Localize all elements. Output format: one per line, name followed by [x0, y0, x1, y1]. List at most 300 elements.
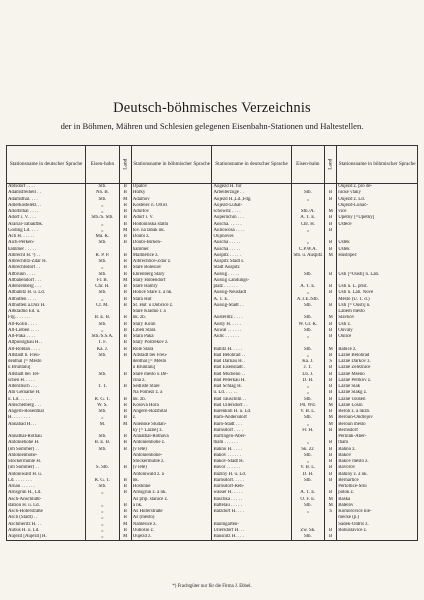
german-name-cell: Auspitz . . . . .: [212, 253, 291, 259]
czech-name-cell: Pertoltice-Srní: [337, 484, 418, 490]
czech-name-cell: Doubí-Birken-: [131, 240, 212, 246]
czech-name-cell: denthal [= Město: [131, 359, 212, 365]
land-cell: B: [325, 190, 337, 196]
czech-name-cell: Lázně Železnice: [337, 365, 418, 371]
land-cell: B: [119, 203, 131, 209]
railway-cell: Stb.: [86, 240, 119, 246]
footnote: *) Frachtgüter nur für die Firma J. Ebbel.: [172, 584, 252, 589]
czech-name-cell: Malměřice z.: [131, 253, 212, 259]
czech-name-cell: Beroun-Ondřejov: [337, 415, 418, 421]
czech-name-cell: Lázně Toušeň: [337, 397, 418, 403]
german-name-cell: Altpossigkau H. .: [7, 340, 86, 346]
railway-cell: „: [86, 503, 119, 509]
german-name-cell: Aussig Landungs-: [212, 278, 291, 284]
german-name-cell: Frg. . . . . . .: [7, 315, 86, 321]
czech-name-cell: u Bruntálu]: [131, 365, 212, 371]
railway-cell: Stb.: [86, 484, 119, 490]
land-cell: B: [119, 265, 131, 271]
railway-cell: T. F.: [86, 340, 119, 346]
land-cell: B: [119, 434, 131, 440]
czech-name-cell: Stará Huť: [131, 297, 212, 303]
railway-cell: Stb.: [291, 534, 324, 541]
czech-name-cell: Adorf i. V.: [131, 215, 212, 221]
land-cell: B: [119, 490, 131, 496]
land-cell: B: [119, 340, 131, 346]
railway-cell: „: [291, 334, 324, 340]
table-row: [7, 534, 418, 541]
german-name-cell: Aussig . . . . .: [212, 272, 291, 278]
header-czech-name: Stationsname in böhmischer Sprache: [337, 146, 418, 184]
czech-name-cell: nk. zb.: [131, 397, 212, 403]
railway-cell: „: [86, 228, 119, 234]
czech-name-cell: Hodonínská státní: [131, 222, 212, 228]
czech-name-cell: Komorovice nie-: [337, 509, 418, 515]
land-cell: B: [325, 478, 337, 484]
railway-cell: „: [86, 528, 119, 534]
land-cell: B: [325, 384, 337, 390]
land-cell: B: [325, 378, 337, 384]
land-cell: B: [119, 259, 131, 265]
czech-name-cell: Úštěce: [337, 222, 418, 228]
railway-cell: J. T.: [291, 365, 324, 371]
land-cell: B: [325, 215, 337, 221]
czech-name-cell: Bakov město z.: [337, 459, 418, 465]
czech-name-cell: nk. zb.: [131, 315, 212, 321]
czech-name-cell: Ústí z.: [337, 322, 418, 328]
land-cell: B: [119, 190, 131, 196]
header-land: Land: [119, 146, 131, 184]
land-cell: B: [325, 490, 337, 496]
railway-cell: A. T. E.: [291, 215, 324, 221]
czech-name-cell: vice: [337, 209, 418, 215]
german-name-cell: Aussig-Stadt . .: [212, 303, 291, 309]
german-name-cell: Asch (Stadt) . .: [7, 515, 86, 521]
land-cell: B: [325, 303, 337, 309]
railway-cell: Stb.: [291, 397, 324, 403]
czech-name-cell: Ústí [=Oustí] n. Lab.: [337, 272, 418, 278]
czech-name-cell: Antoniwald z. a: [131, 472, 212, 478]
railway-cell: „: [86, 203, 119, 209]
czech-name-cell: Hustopeč: [337, 253, 418, 259]
land-cell: B: [119, 503, 131, 509]
german-name-cell: (im Sommer) . .: [7, 447, 86, 453]
german-name-cell: schowitz . . . .: [212, 209, 291, 215]
railway-cell: B. E. B.: [86, 440, 119, 446]
railway-cell: „: [291, 353, 324, 359]
czech-name-cell: Bernsdorf: [337, 428, 418, 434]
czech-name-cell: Stará Paka: [131, 334, 212, 340]
czech-name-cell: Bahiny z. a nk.: [337, 472, 418, 478]
land-cell: B: [325, 322, 337, 328]
german-name-cell: Adamsthal. . . .: [7, 197, 86, 203]
land-cell: B: [325, 240, 337, 246]
german-name-cell: Altbrünn . . . .: [7, 272, 86, 278]
czech-name-cell: Lázně Petrkov z.: [337, 378, 418, 384]
german-name-cell: Aujezd-Luhat-: [212, 203, 291, 209]
czech-name-cell: Adolfov: [131, 209, 212, 215]
railway-cell: Chr. H.: [86, 284, 119, 290]
czech-name-cell: Aš přip. stanice z.: [131, 497, 212, 503]
railway-cell: R. G. T.: [86, 478, 119, 484]
land-cell: M: [325, 403, 337, 409]
czech-name-cell: Úštěk: [337, 247, 418, 253]
land-cell: B: [119, 222, 131, 228]
railway-cell: V. B. L.: [291, 409, 324, 415]
german-name-cell: Althütten a.Dux H.: [7, 303, 86, 309]
czech-name-cell: Úpetný [=Úpetný]: [337, 215, 418, 221]
land-cell: B: [119, 234, 131, 240]
land-cell: M: [325, 253, 337, 259]
railway-cell: „: [291, 440, 324, 446]
land-cell: B: [119, 315, 131, 321]
railway-cell: Stb.: [86, 322, 119, 328]
land-cell: [325, 184, 337, 191]
czech-name-cell: Bernartice: [337, 478, 418, 484]
railway-cell: Stb.: [291, 303, 324, 309]
german-name-cell: Bärn-Stadt . . .: [212, 422, 291, 428]
czech-name-cell: Lázně Darkov z.: [337, 359, 418, 365]
czech-name-cell: potok z.: [337, 490, 418, 496]
german-name-cell: u. Ld. . . . . .: [212, 390, 291, 396]
german-name-cell: Austy H. . . . .: [212, 322, 291, 328]
german-name-cell: Bad Mscheno . .: [212, 372, 291, 378]
czech-name-cell: Lázně Mšeno: [337, 372, 418, 378]
czech-name-cell: Bakov: [337, 453, 418, 459]
railway-cell: Čt. M.: [86, 303, 119, 309]
railway-cell: A. T. E.: [291, 490, 324, 496]
german-name-cell: Alt-Roblan . . . .: [7, 347, 86, 353]
land-cell: M: [119, 197, 131, 203]
german-name-cell: Bad Bělohrad . .: [212, 353, 291, 359]
german-name-cell: Auwal . . . . . .: [212, 328, 291, 334]
german-name-cell: Alt-Kolin . . . .: [7, 322, 86, 328]
german-name-cell: Arnau . . . . . .: [7, 484, 86, 490]
railway-cell: Stb.: [86, 272, 119, 278]
railway-cell: Stb.: [291, 478, 324, 484]
railway-cell: M.: [86, 422, 119, 428]
land-cell: B: [119, 465, 131, 471]
german-name-cell: Amschelberg . . .: [7, 403, 86, 409]
german-name-cell: Bärn-Andersdorf: [212, 415, 291, 421]
czech-name-cell: (v létě): [131, 465, 212, 471]
land-cell: B: [119, 384, 131, 390]
railway-cell: Stb.: [291, 347, 324, 353]
czech-name-cell: Úštěk: [337, 240, 418, 246]
header-railway: Eisen-bahn: [86, 146, 119, 184]
german-name-cell: Bad Schlag H.: [212, 384, 291, 390]
railway-cell: R. P. P.: [86, 253, 119, 259]
czech-name-cell: Oujezd-Luhač-: [337, 203, 418, 209]
czech-name-cell: nk.: [131, 478, 212, 484]
railway-cell: Stb.: [86, 290, 119, 296]
land-cell: B: [119, 253, 131, 259]
czech-name-cell: hammer: [131, 247, 212, 253]
railway-cell: Stb.: [86, 353, 119, 359]
czech-name-cell: Hůrky: [131, 190, 212, 196]
czech-name-cell: Lázně Šlak: [337, 384, 418, 390]
land-cell: B: [119, 484, 131, 490]
railway-cell: Stb.: [86, 447, 119, 453]
land-cell: B: [325, 353, 337, 359]
czech-name-cell: St. Huť u Dobčíce z.: [131, 303, 212, 309]
railway-cell: Stb.: [291, 415, 324, 421]
land-cell: M: [119, 522, 131, 528]
czech-name-cell: Ústí n. L. přist.: [337, 284, 418, 290]
german-name-cell: Aulic . . . . . .: [212, 334, 291, 340]
land-cell: B: [119, 334, 131, 340]
german-name-cell: Bahno H. . . . .: [212, 447, 291, 453]
czech-name-cell: Aš (město): [131, 515, 212, 521]
railway-cell: „: [86, 522, 119, 528]
land-cell: M: [325, 415, 337, 421]
czech-name-cell: nické vlaky: [337, 190, 418, 196]
german-name-cell: Altbabendorf . . .: [7, 278, 86, 284]
german-name-cell: H. . . . . . . .: [7, 415, 86, 421]
german-name-cell: Aujezd [Aujezd] H.: [7, 534, 86, 541]
railway-cell: Fr. B.: [86, 278, 119, 284]
railway-cell: „: [291, 509, 324, 515]
land-cell: B: [325, 409, 337, 415]
czech-name-cell: [337, 534, 418, 541]
german-name-cell: Bavor . . . . . .: [212, 465, 291, 471]
czech-name-cell: čína z.: [131, 378, 212, 384]
land-cell: B: [119, 347, 131, 353]
german-name-cell: Althütten . . . .: [7, 297, 86, 303]
german-name-cell: Ullersdorf H. . .: [212, 528, 291, 534]
czech-name-cell: Sádek-Oldřiš z.: [337, 522, 418, 528]
german-name-cell: Babitz H. . . . .: [212, 347, 291, 353]
land-cell: M: [325, 497, 337, 503]
german-name-cell: Bad Ullersdorf . .: [212, 403, 291, 409]
german-name-cell: Albrechtitz-Zdár H.: [7, 259, 86, 265]
czech-name-cell: Oubošio z.: [131, 528, 212, 534]
land-cell: B: [325, 247, 337, 253]
czech-name-cell: Annathal-Rothava: [131, 434, 212, 440]
german-name-cell: Adlerkosteletz . .: [7, 203, 86, 209]
german-name-cell: Annathal-Rothau: [7, 434, 86, 440]
railway-cell: Stb./A.: [291, 209, 324, 215]
railway-cell: „: [86, 509, 119, 515]
railway-cell: Stb.: [86, 372, 119, 378]
czech-name-cell: Bohuslavice z.: [337, 528, 418, 534]
czech-name-cell: Pernink-Aber-: [337, 434, 418, 440]
land-cell: B: [325, 472, 337, 478]
czech-name-cell: Oulice: [337, 334, 418, 340]
czech-name-cell: ky [= Lázně] z.: [131, 428, 212, 434]
land-cell: B: [325, 534, 337, 541]
land-cell: B: [325, 365, 337, 371]
german-name-cell: Auscha . . . . .: [212, 240, 291, 246]
czech-name-cell: Arnsgrün z. a nk.: [131, 490, 212, 496]
german-name-cell: Albrecht H. ¹) . .: [7, 253, 86, 259]
german-name-cell: Arnsgrün H., Ld.: [7, 490, 86, 496]
land-cell: B: [119, 240, 131, 246]
czech-name-cell: Antonienhöhe-: [131, 453, 212, 459]
german-name-cell: platz . . . . . .: [212, 284, 291, 290]
czech-name-cell: Holice Staré z. a nk.: [131, 290, 212, 296]
railway-cell: Lb. J.: [291, 372, 324, 378]
railway-cell: „: [291, 390, 324, 396]
land-cell: M: [119, 278, 131, 284]
german-name-cell: Altstadt b. Freu-: [7, 353, 86, 359]
land-cell: B: [325, 465, 337, 471]
german-name-cell: Bad Eisenstadt .: [212, 365, 291, 371]
railway-cell: Stb.: [86, 434, 119, 440]
railway-cell: Stb.: [291, 328, 324, 334]
page-title: Deutsch-böhmisches Verzeichnis: [113, 100, 311, 116]
railway-cell: D. H.: [291, 472, 324, 478]
czech-name-cell: Náměšice z.: [131, 522, 212, 528]
land-cell: M: [325, 347, 337, 353]
table-body: [7, 184, 418, 541]
railway-cell: „: [86, 209, 119, 215]
german-name-cell: (im Sommer) . .: [7, 465, 86, 471]
land-cell: B: [119, 209, 131, 215]
land-cell: B: [325, 440, 337, 446]
czech-name-cell: Hostinné: [131, 484, 212, 490]
czech-name-cell: Angern-Rožmitál: [131, 409, 212, 415]
czech-name-cell: Lázně Losín: [337, 403, 418, 409]
german-name-cell: Asch-Hoferstraße: [7, 509, 86, 515]
german-name-cell: Antoniehöhe H.: [7, 440, 86, 446]
table-header-row: [7, 146, 418, 184]
german-name-cell: Abtsdorf . . . .: [7, 184, 86, 191]
railway-cell: R. G. T.: [86, 397, 119, 403]
czech-name-cell: Altstadt bei Freu-: [131, 353, 212, 359]
german-name-cell: Barnsdorf-Reh-: [212, 484, 291, 490]
czech-name-cell: Starý Hobendorf: [131, 278, 212, 284]
railway-cell: „: [86, 222, 119, 228]
czech-name-cell: Na Pomezí z. a: [131, 390, 212, 396]
land-cell: B: [119, 353, 131, 359]
land-cell: M: [119, 422, 131, 428]
german-name-cell: Auspitz Stadt s.: [212, 259, 291, 265]
german-name-cell: Bakov-Stadt H.: [212, 459, 291, 465]
land-cell: B: [325, 459, 337, 465]
german-name-cell: Auliowosa . . . .: [212, 228, 291, 234]
land-cell: B: [119, 297, 131, 303]
german-name-cell: Austerlitz . . . .: [212, 315, 291, 321]
land-cell: B: [325, 228, 337, 234]
czech-name-cell: Ouvaly: [337, 328, 418, 334]
german-name-cell: Altbabitz H. u. Ld.: [7, 290, 86, 296]
land-cell: B: [119, 397, 131, 403]
german-name-cell: Altkladno Ed. u.: [7, 309, 86, 315]
railway-cell: „: [291, 228, 324, 234]
czech-name-cell: Antonienhöhe z.: [131, 440, 212, 446]
railway-cell: „: [291, 384, 324, 390]
railway-cell: Ma. K.: [86, 234, 119, 240]
czech-name-cell: Staré Boleslav: [131, 265, 212, 271]
german-name-cell: tham . . . . . .: [212, 440, 291, 446]
czech-name-cell: Starý Postřekov z.: [131, 340, 212, 346]
land-cell: M: [119, 534, 131, 541]
railway-cell: A.T.E./Stb.: [291, 297, 324, 303]
land-cell: B: [325, 528, 337, 534]
railway-cell: W. S.: [86, 403, 119, 409]
railway-cell: Stb.: [86, 197, 119, 203]
german-name-cell: Oujinoves: [212, 234, 291, 240]
railway-cell: Chr. H.: [291, 222, 324, 228]
czech-name-cell: (v létě): [131, 447, 212, 453]
german-name-cell: Battelau . . . . .: [212, 503, 291, 509]
german-name-cell: A. T. E.: [212, 297, 291, 303]
german-name-cell: Aubus H. u. Ld.: [7, 528, 86, 534]
railway-cell: O. F. E.: [291, 497, 324, 503]
land-cell: S: [325, 509, 337, 515]
czech-name-cell: Město (Ú. T. d.): [337, 297, 418, 303]
railway-cell: „: [291, 197, 324, 203]
header-german-name: Stationsname in deutscher Sprache: [212, 146, 291, 184]
land-cell: M: [325, 315, 337, 321]
railway-cell: Stb.: [291, 272, 324, 278]
czech-name-cell: Doubí z.: [131, 234, 212, 240]
railway-cell: Stb.: [291, 453, 324, 459]
railway-cell: Stb./S. Stb.: [86, 215, 119, 221]
land-cell: B: [119, 509, 131, 515]
land-cell: B: [325, 428, 337, 434]
german-name-cell: wasser H. . . . .: [212, 490, 291, 496]
land-cell: M: [325, 422, 337, 428]
czech-name-cell: Anenské Studán-: [131, 422, 212, 428]
railway-cell: „: [86, 265, 119, 271]
header-land: Land: [325, 146, 337, 184]
german-name-cell: Bad Darkau H. .: [212, 359, 291, 365]
german-name-cell: hammer . . . . .: [7, 247, 86, 253]
land-cell: M: [119, 228, 131, 234]
czech-name-cell: Ústí [= Oustí] n.: [337, 303, 418, 309]
land-cell: B: [119, 528, 131, 534]
czech-name-cell: Staré město u Dě-: [131, 372, 212, 378]
german-name-cell: Aussig-Neustadt: [212, 290, 291, 296]
german-name-cell: Baschka . . . . .: [212, 497, 291, 503]
railway-cell: D. H.: [291, 378, 324, 384]
land-cell: B: [325, 284, 337, 290]
czech-name-cell: Stöckermühle z.: [131, 459, 212, 465]
czech-name-cell: Kostelec n. Orlicí: [131, 203, 212, 209]
land-cell: B: [119, 478, 131, 484]
german-name-cell: Augezd H. für: [212, 184, 291, 191]
czech-name-cell: Role Stará: [131, 347, 212, 353]
czech-name-cell: Batelov: [337, 503, 418, 509]
railway-cell: „: [86, 297, 119, 303]
german-name-cell: Annabad H. . .: [7, 422, 86, 428]
german-name-cell: Aupernchin . . .: [212, 215, 291, 221]
german-name-cell: Asch-Anschlußt-: [7, 497, 86, 503]
railway-cell: „: [291, 422, 324, 428]
land-cell: B: [119, 415, 131, 421]
czech-name-cell: z.: [131, 415, 212, 421]
german-name-cell: schen H. . . . .: [7, 378, 86, 384]
railway-cell: A. T. E.: [291, 284, 324, 290]
german-name-cell: Baumgarten-: [212, 522, 291, 528]
railway-cell: [291, 184, 324, 191]
czech-name-cell: Beroun město: [337, 422, 418, 428]
railway-cell: Pd. Wd.: [291, 403, 324, 409]
railway-cell: „: [291, 459, 324, 465]
land-cell: B: [119, 322, 131, 328]
railway-cell: Stb.: [291, 190, 324, 196]
german-name-cell: Göding Ld. . . .: [7, 228, 86, 234]
railway-cell: „: [86, 490, 119, 496]
czech-name-cell: Opatov: [131, 184, 212, 191]
table-row: [7, 184, 418, 191]
czech-name-cell: mecké (p.): [337, 515, 418, 521]
czech-name-cell: Ústí n. Lab. Nové: [337, 290, 418, 296]
german-name-cell: Aich-Perken-: [7, 240, 86, 246]
german-name-cell: Altehrenberg . . .: [7, 284, 86, 290]
railway-cell: V. B. L.: [291, 465, 324, 471]
